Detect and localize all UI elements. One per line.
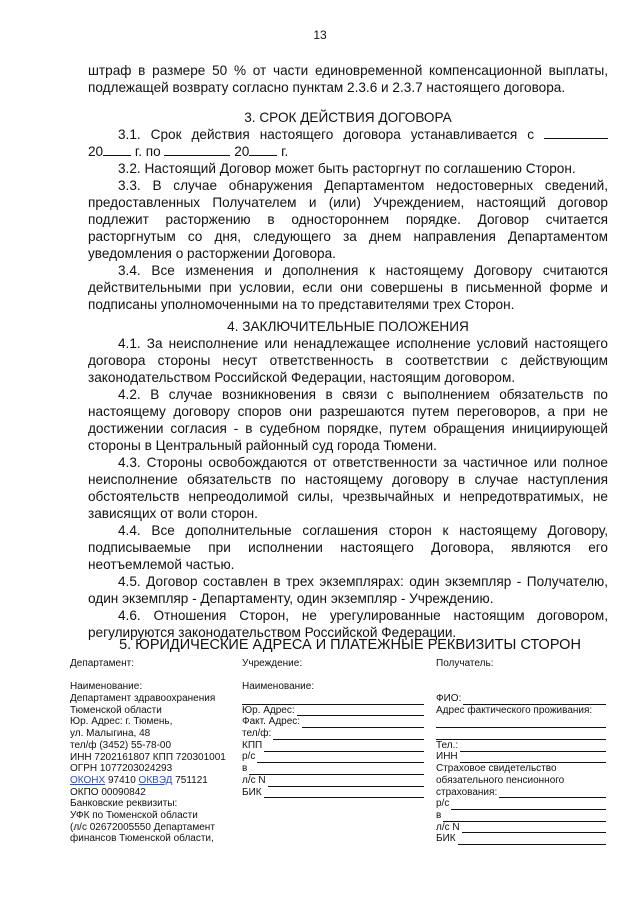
clause-4-4: 4.4. Все дополнительные соглашения сторон к настоящему Договору, подписываемые при исполнении настоящего Договора, являются его неотъемлемой частью. — [88, 523, 608, 572]
section-3-title: 3. СРОК ДЕЙСТВИЯ ДОГОВОРА — [244, 110, 452, 125]
recipient-personal-account[interactable]: л/с N — [436, 822, 606, 834]
institution-name-label: Наименование: — [242, 681, 315, 693]
clause-4-2: 4.2. В случае возникновения в связи с выполнением обязательств по настоящему договору споров они разрешаются путем переговоров, а при не достижении согласия - в судебном порядке, путем обращения инициирующей стороны в Центральный районный суд города Тюмени. — [88, 387, 608, 453]
okonh-okved-line: ОКОНХ 97410 ОКВЭД 751121 — [70, 774, 208, 786]
recipient-address-line-1[interactable] — [436, 716, 606, 728]
department-name-label: Наименование: — [70, 681, 143, 693]
recipient-fio[interactable]: ФИО: — [436, 693, 606, 705]
recipient-bik[interactable]: БИК — [436, 833, 606, 845]
institution-kpp[interactable]: КПП — [242, 740, 424, 752]
intro-paragraph: штраф в размере 50 % от части единовременной компенсационной выплаты, подлежащей возврату согласно пунктам 2.3.6 и 2.3.7 настоящего договора. — [88, 63, 608, 95]
institution-bik[interactable]: БИК — [242, 787, 424, 799]
clause-3-3: 3.3. В случае обнаружения Департаментом недостоверных сведений, предоставленных Получателем и (или) Учреждением, настоящий договор подлежит расторжению в одностороннем порядке. Договор считается расторгнутым со дня, следующего за днем направления Департаментом уведомления о расторжении Договора. — [88, 178, 608, 261]
clause-4-3: 4.3. Стороны освобождаются от ответственности за частичное или полное неисполнение обязательств по настоящему договору в случае наступления обстоятельств непреодолимой силы, чрезвычайных и непредотвратимых, не зависящих от воли сторон. — [88, 455, 608, 521]
end-date-blank — [164, 144, 230, 156]
clause-3-1-cont: 20 г. по 20 г. — [88, 144, 289, 159]
recipient-account[interactable]: р/с — [436, 798, 606, 810]
institution-legal-address[interactable]: Юр. Адрес: — [242, 705, 424, 717]
okved-link[interactable]: ОКВЭД — [138, 774, 173, 786]
institution-actual-address[interactable]: Факт. Адрес: — [242, 716, 424, 728]
institution-phone[interactable]: тел/ф: — [242, 728, 424, 740]
clause-3-4: 3.4. Все изменения и дополнения к настоящему Договору считаются действительными при условии, если они совершены в письменной форме и подписаны уполномоченными на то представителями трех Сторон. — [88, 263, 608, 312]
recipient-bank[interactable]: в — [436, 810, 606, 822]
clause-4-6: 4.6. Отношения Сторон, не урегулированные настоящим договором, регулируются законодательством Российской Федерации. — [88, 608, 608, 640]
clause-4-5: 4.5. Договор составлен в трех экземплярах: один экземпляр - Получателю, один экземпляр - Департаменту, один экземпляр - Учреждению. — [88, 574, 608, 606]
recipient-column: Получатель: ФИО: Адрес фактического проживания: Тел.: ИНН Страховое свидетельство обязательного пенсионного страхования: р/с в л/с N БИК — [436, 658, 606, 845]
department-column: Департамент: Наименование: Департамент здравоохранения Тюменской области Юр. Адрес: г. Тюмень, ул. Малыгина, 48 тел/ф (3452) 55-78-00 ИНН 7202161807 КПП 720301001 ОГРН 1077203024293 ОКОНХ 97410 ОКВЭД 751121 ОКПО 00090842 Банковские реквизиты: УФК по Тюменской области (л/с 02672005550 Департамент финансов Тюменской области, — [70, 658, 235, 845]
okonh-link[interactable]: ОКОНХ — [70, 774, 106, 786]
end-year-blank — [249, 144, 277, 156]
institution-header: Учреждение: — [242, 658, 303, 669]
start-year-blank — [103, 144, 131, 156]
department-header: Департамент: — [70, 658, 134, 669]
section-4-title: 4. ЗАКЛЮЧИТЕЛЬНЫЕ ПОЛОЖЕНИЯ — [227, 319, 469, 334]
section-4 — [88, 318, 608, 641]
institution-account[interactable]: р/с — [242, 752, 424, 764]
institution-personal-account[interactable]: л/с N — [242, 775, 424, 787]
page-number: 13 — [313, 28, 327, 42]
start-date-blank — [544, 127, 608, 139]
institution-column — [242, 658, 424, 798]
institution-name-line[interactable] — [242, 693, 424, 705]
clause-3-2: 3.2. Настоящий Договор может быть расторгнут по соглашению Сторон. — [118, 161, 576, 176]
recipient-address-line-2[interactable] — [436, 728, 606, 740]
institution-bank[interactable]: в — [242, 763, 424, 775]
clause-3-1: 3.1. Срок действия настоящего договора устанавливается с — [88, 126, 608, 143]
recipient-header: Получатель: — [436, 658, 494, 669]
recipient-phone[interactable]: Тел.: — [436, 740, 606, 752]
clause-4-1: 4.1. За неисполнение или ненадлежащее исполнение условий настоящего договора стороны несут ответственность в соответствии с действующим законодательством Российской Федерации, настоящим договором. — [88, 336, 608, 385]
recipient-inn[interactable]: ИНН — [436, 752, 606, 764]
section-3 — [88, 109, 608, 313]
recipient-address-label: Адрес фактического проживания: — [436, 704, 593, 716]
section-5-title: 5. ЮРИДИЧЕСКИЕ АДРЕСА И ПЛАТЕЖНЫЕ РЕКВИЗИТЫ СТОРОН — [119, 637, 581, 653]
recipient-snils[interactable]: страхования: — [436, 787, 606, 799]
